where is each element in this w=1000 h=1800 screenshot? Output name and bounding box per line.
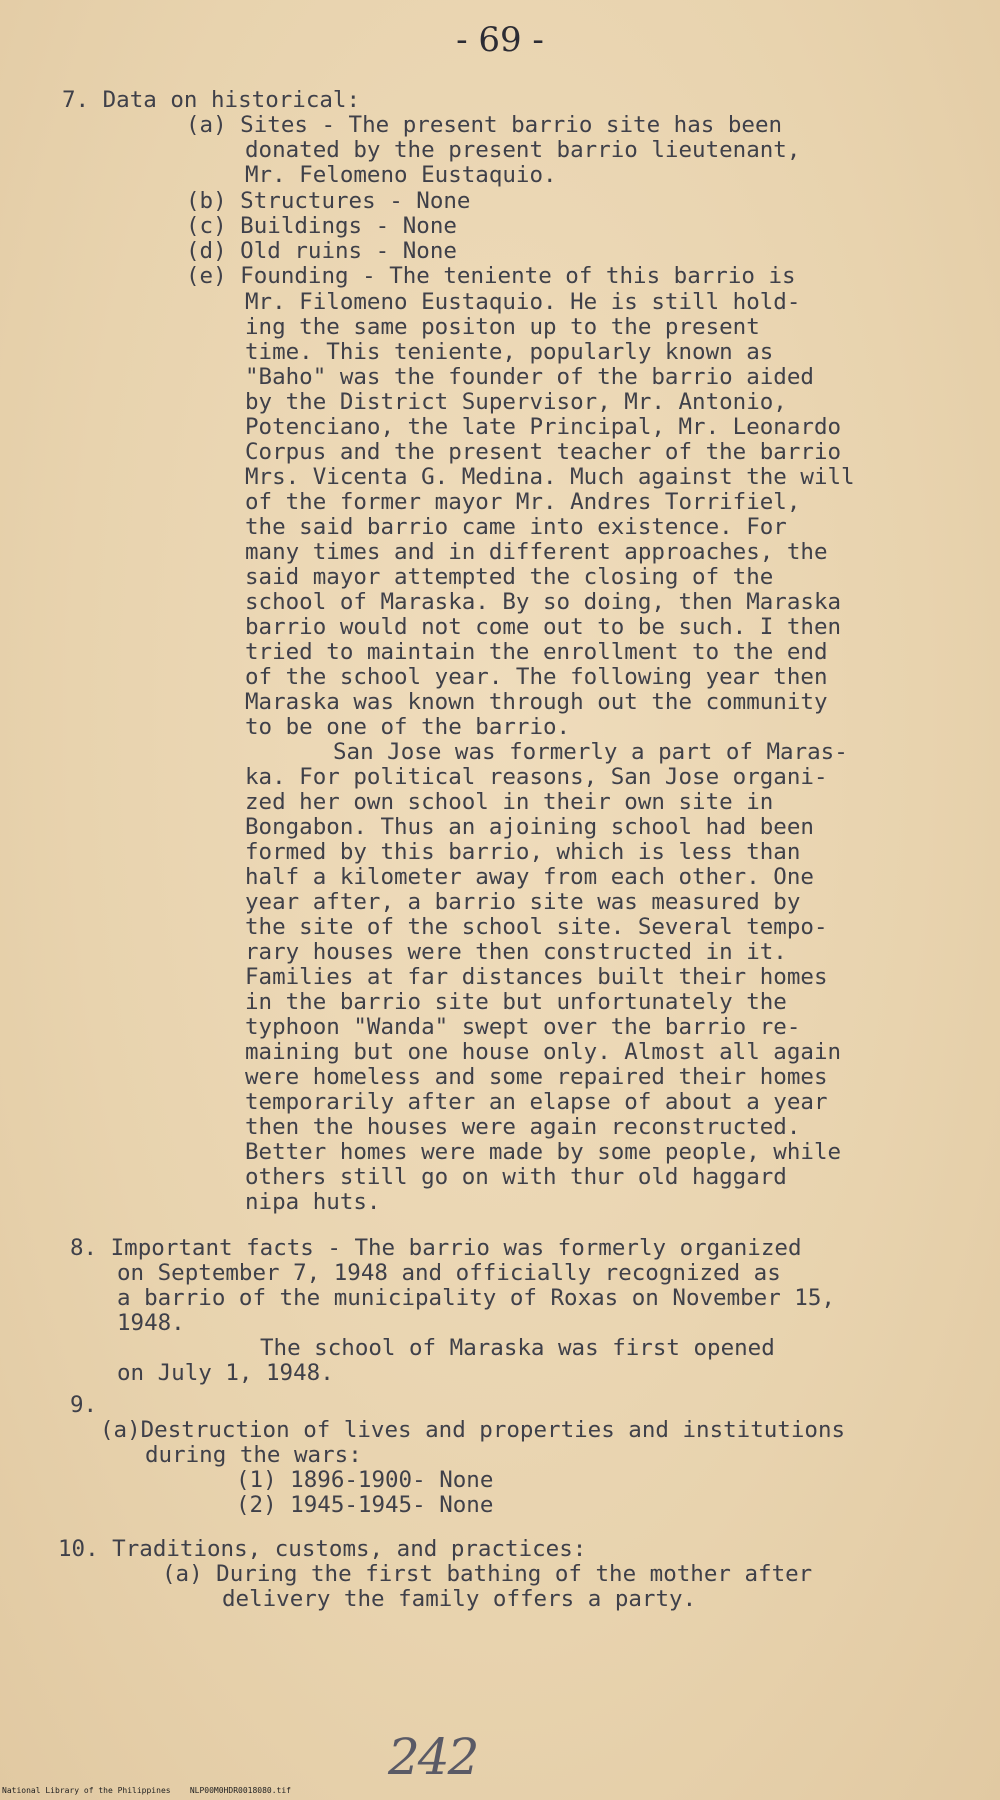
line-a1: (a) Sites - The present barrio site has been <box>186 112 783 138</box>
line-e3: ing the same positon up to the present <box>245 314 760 340</box>
line-f9: rary houses were then constructed in it. <box>245 939 787 965</box>
line-f11: in the barrio site but unfortunately the <box>245 989 787 1015</box>
line-e10: of the former mayor Mr. Andres Torrifiel, <box>245 489 801 515</box>
line-c: (c) Buildings - None <box>186 213 457 239</box>
line-f4: Bongabon. Thus an ajoining school had been <box>245 814 814 840</box>
line-e2: Mr. Filomeno Eustaquio. He is still hold- <box>245 289 801 315</box>
line-b: (b) Structures - None <box>186 188 471 214</box>
section-8-line3: a barrio of the municipality of Roxas on November 15, <box>117 1285 835 1311</box>
line-f6: half a kilometer away from each other. One <box>245 864 814 890</box>
line-f13: maining but one house only. Almost all again <box>245 1039 842 1065</box>
footer-archive-label: National Library of the Philippines NLP00M0HDR0018080.tif <box>2 1786 291 1795</box>
line-f16: then the houses were again reconstructed. <box>245 1114 801 1140</box>
section-9-line2: during the wars: <box>145 1442 362 1468</box>
line-e4: time. This teniente, popularly known as <box>245 339 774 365</box>
line-e18: Maraska was known through out the community <box>245 689 828 715</box>
line-f14: were homeless and some repaired their homes <box>245 1064 828 1090</box>
line-e5: "Baho" was the founder of the barrio aided <box>245 364 814 390</box>
line-f8: the site of the school site. Several tempo- <box>245 914 828 940</box>
section-9-line3: (1) 1896-1900- None <box>236 1467 494 1493</box>
line-f3: zed her own school in their own site in <box>245 789 774 815</box>
line-e12: many times and in different approaches, the <box>245 539 828 565</box>
line-f18: others still go on with thur old haggard <box>245 1164 787 1190</box>
line-e6: by the District Supervisor, Mr. Antonio, <box>245 389 787 415</box>
line-e7: Potenciano, the late Principal, Mr. Leonardo <box>245 414 842 440</box>
section-9-line1: (a)Destruction of lives and properties and institutions <box>100 1417 846 1443</box>
line-f2: ka. For political reasons, San Jose organi- <box>245 764 828 790</box>
line-e16: tried to maintain the enrollment to the end <box>245 639 828 665</box>
line-e19: to be one of the barrio. <box>245 714 571 740</box>
section-10-line1: (a) During the first bathing of the mother after <box>162 1561 813 1587</box>
line-f19: nipa huts. <box>245 1189 381 1215</box>
section-8-line5: The school of Maraska was first opened <box>260 1335 775 1361</box>
section-8-line1: 8. Important facts - The barrio was formerly organized <box>70 1235 802 1261</box>
line-f10: Families at far distances built their homes <box>245 964 828 990</box>
line-e14: school of Maraska. By so doing, then Maraska <box>245 589 842 615</box>
section-9-number: 9. <box>70 1392 98 1418</box>
handwritten-page-number: 242 <box>388 1728 478 1786</box>
line-e13: said mayor attempted the closing of the <box>245 564 774 590</box>
line-f5: formed by this barrio, which is less than <box>245 839 801 865</box>
section-10-line2: delivery the family offers a party. <box>222 1586 697 1612</box>
page-number: - 69 - <box>456 20 544 60</box>
line-f7: year after, a barrio site was measured by <box>245 889 801 915</box>
section-8-line2: on September 7, 1948 and officially recognized as <box>117 1260 781 1286</box>
section-9-line4: (2) 1945-1945- None <box>236 1492 494 1518</box>
section-7-heading: 7. Data on historical: <box>62 87 361 113</box>
section-8-line6: on July 1, 1948. <box>117 1360 334 1386</box>
line-a3: Mr. Felomeno Eustaquio. <box>245 162 557 188</box>
line-f1: San Jose was formerly a part of Maras- <box>333 739 848 765</box>
line-e15: barrio would not come out to be such. I then <box>245 614 842 640</box>
line-f15: temporarily after an elapse of about a year <box>245 1089 828 1115</box>
line-e8: Corpus and the present teacher of the barrio <box>245 439 842 465</box>
section-8-line4: 1948. <box>117 1310 185 1336</box>
line-d: (d) Old ruins - None <box>186 238 457 264</box>
line-e1: (e) Founding - The teniente of this barrio is <box>186 263 796 289</box>
line-e9: Mrs. Vicenta G. Medina. Much against the will <box>245 464 855 490</box>
line-e17: of the school year. The following year then <box>245 664 828 690</box>
line-f12: typhoon "Wanda" swept over the barrio re- <box>245 1014 801 1040</box>
line-f17: Better homes were made by some people, while <box>245 1139 842 1165</box>
section-10-heading: 10. Traditions, customs, and practices: <box>58 1536 587 1562</box>
line-e11: the said barrio came into existence. For <box>245 514 787 540</box>
line-a2: donated by the present barrio lieutenant, <box>245 137 801 163</box>
